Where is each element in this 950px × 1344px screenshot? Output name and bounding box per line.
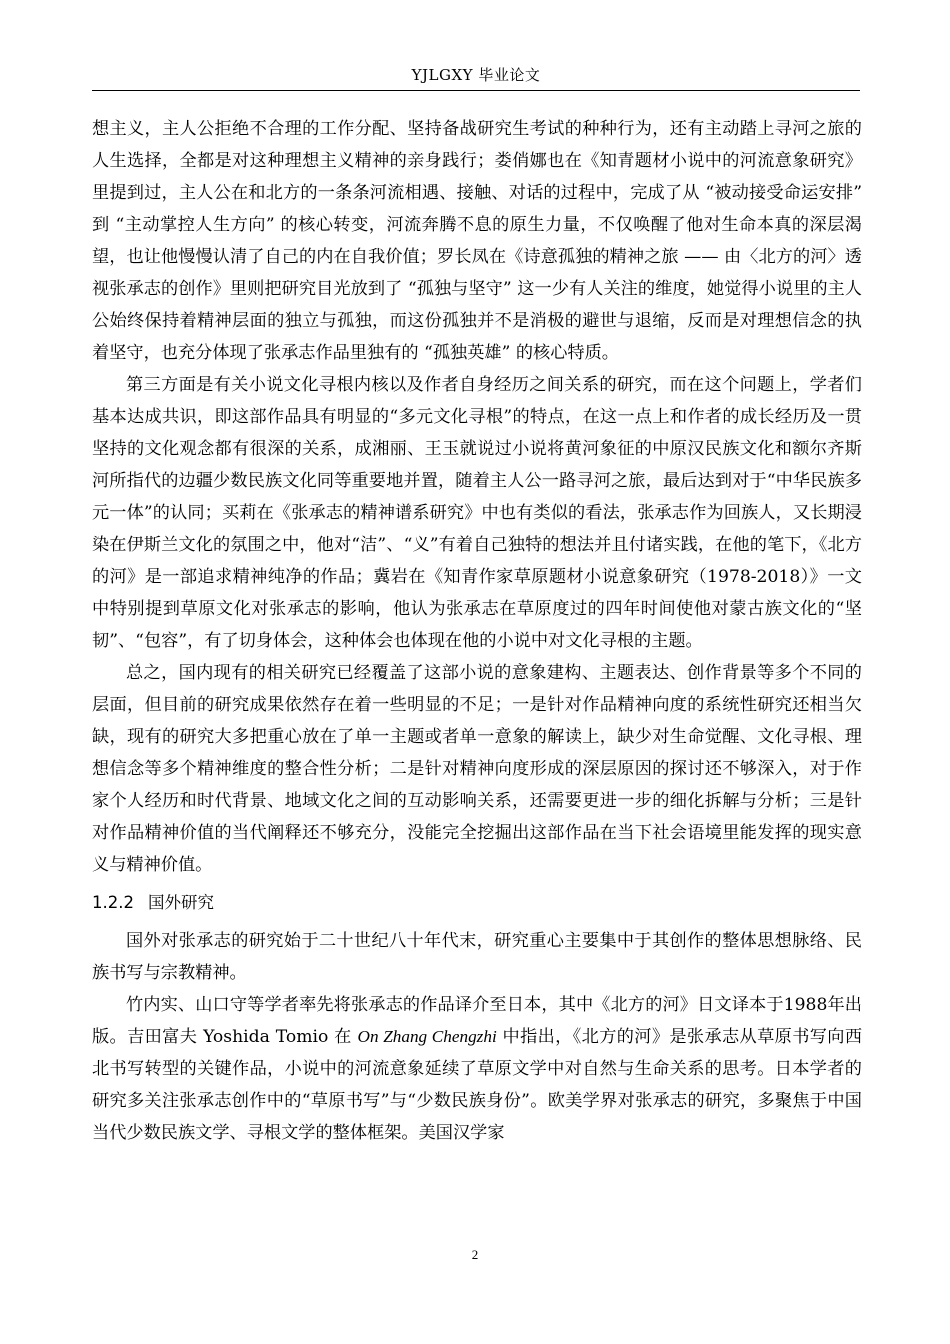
page-number: 2 bbox=[471, 1247, 479, 1262]
document-body bbox=[92, 113, 862, 1149]
page-header: YJLGXY 毕业论文 bbox=[411, 66, 541, 84]
paragraph-text: 中指出，《北方的河》是张承志从草原书写向西北书写转型的关键作品，小说中的河流意象延续了草原文学中对自然与生命关系的思考。日本学者的研究多关注张承志创作中的“草原书写”与“少数民族身份”。欧美学界对张承志的研究，多聚焦于中国当代少数民族文学、寻根文学的整体框架。美国汉学家 bbox=[92, 1027, 863, 1143]
paragraph-foreign-research bbox=[92, 989, 862, 1149]
paragraph-continued: 想主义，主人公拒绝不合理的工作分配、坚持备战研究生考试的种种行为，还有主动踏上寻河之旅的人生选择，全都是对这种理想主义精神的亲身践行；娄俏娜也在《知青题材小说中的河流意象研究》里提到过，主人公在和北方的一条条河流相遇、接触、对话的过程中，完成了从 “被动接受命运安排” 到 “主动掌控人生方向” 的核心转变，河流奔腾不息的原生力量，不仅唤醒了他对生命本真的深层渴望，也让他慢慢认清了自己的内在自我价值；罗长凤在《诗意孤独的精神之旅 —— 由〈北方的河〉透视张承志的创作》里则把研究目光放到了 “孤独与坚守” 这一少有人关注的维度，她觉得小说里的主人公始终保持着精神层面的独立与孤独，而这份孤独并不是消极的避世与退缩，反而是对理想信念的执着坚守，也充分体现了张承志作品里独有的 “孤独英雄” 的核心特质。 bbox=[92, 119, 862, 363]
italic-title: On Zhang Chengzhi bbox=[357, 1027, 497, 1046]
header-divider bbox=[92, 90, 860, 91]
section-title: 国外研究 bbox=[147, 893, 214, 912]
section-heading bbox=[92, 887, 862, 919]
paragraph-summary: 总之，国内现有的相关研究已经覆盖了这部小说的意象建构、主题表达、创作背景等多个不同的层面，但目前的研究成果依然存在着一些明显的不足；一是针对作品精神向度的系统性研究还相当欠缺，现有的研究大多把重心放在了单一主题或者单一意象的解读上，缺少对生命觉醒、文化寻根、理想信念等多个精神维度的整合性分析；二是针对精神向度形成的深层原因的探讨还不够深入，对于作家个人经历和时代背景、地域文化之间的互动影响关系，还需要更进一步的细化拆解与分析；三是针对作品精神价值的当代阐释还不够充分，没能完全挖掘出这部作品在当下社会语境里能发挥的现实意义与精神价值。 bbox=[92, 663, 862, 875]
paragraph-text: 竹内实、山口守等学者率先将张承志的作品译介至日本，其中《北方的河》日文译本于1988年出版。吉田富夫 Yoshida Tomio 在 bbox=[92, 995, 862, 1047]
paragraph-foreign-intro: 国外对张承志的研究始于二十世纪八十年代末，研究重心主要集中于其创作的整体思想脉络、民族书写与宗教精神。 bbox=[92, 931, 862, 983]
section-number: 1.2.2 bbox=[92, 893, 134, 912]
paragraph-cultural-roots: 第三方面是有关小说文化寻根内核以及作者自身经历之间关系的研究，而在这个问题上，学者们基本达成共识，即这部作品具有明显的“多元文化寻根”的特点，在这一点上和作者的成长经历及一贯坚持的文化观念都有很深的关系，成湘丽、王玉就说过小说将黄河象征的中原汉民族文化和额尔齐斯河所指代的边疆少数民族文化同等重要地并置，随着主人公一路寻河之旅，最后达到对于“中华民族多元一体”的认同；买莉在《张承志的精神谱系研究》中也有类似的看法，张承志作为回族人，又长期浸染在伊斯兰文化的氛围之中，他对“洁”、“义”有着自己独特的想法并且付诸实践，在他的笔下，《北方的河》是一部追求精神纯净的作品；冀岩在《知青作家草原题材小说意象研究（1978-2018）》一文中特别提到草原文化对张承志的影响，他认为张承志在草原度过的四年时间使他对蒙古族文化的“坚韧”、“包容”，有了切身体会，这种体会也体现在他的小说中对文化寻根的主题。 bbox=[92, 375, 862, 651]
